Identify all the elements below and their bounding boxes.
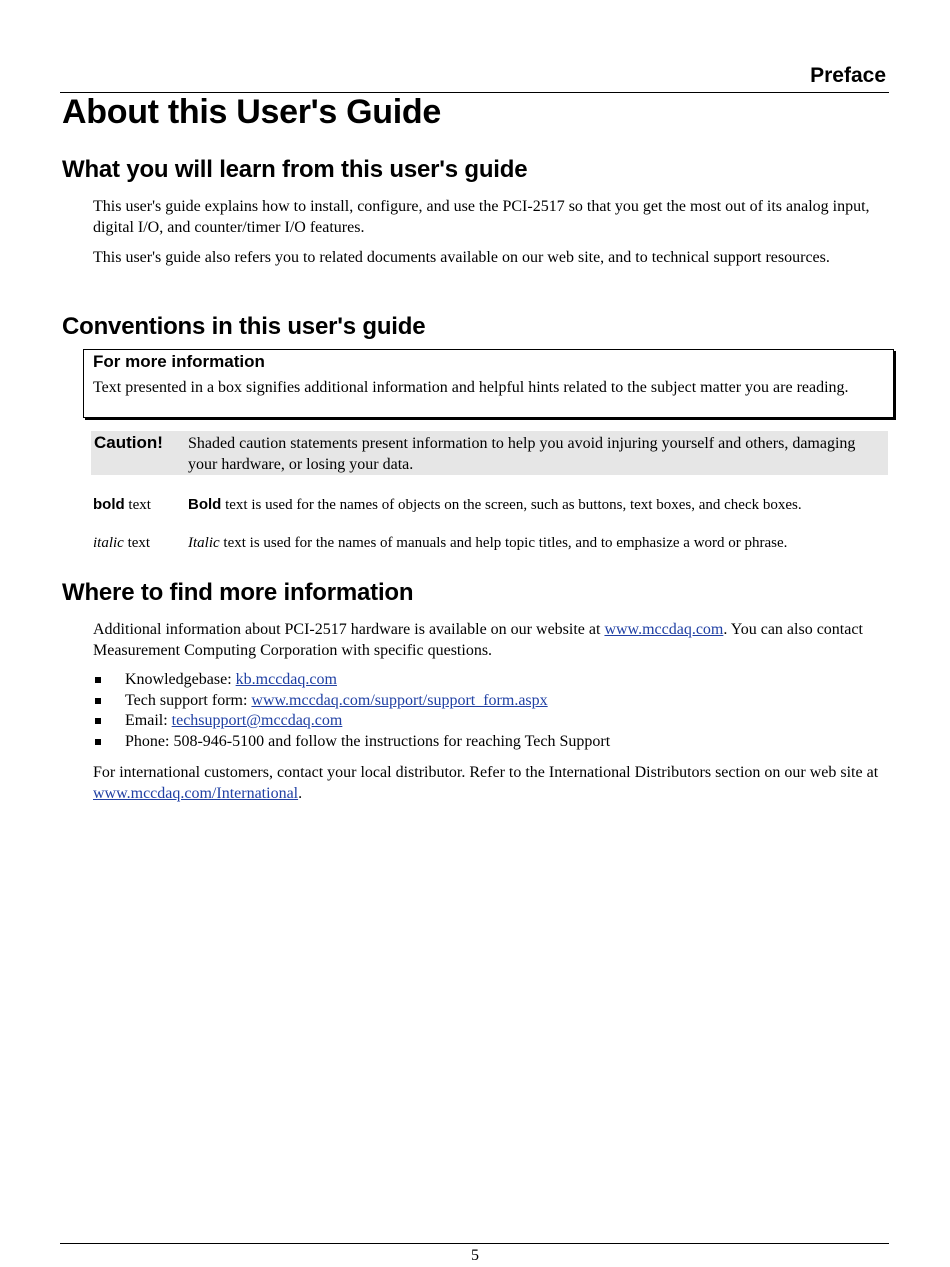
info-box — [83, 349, 894, 418]
footer-rule — [60, 1243, 889, 1244]
info-box-body: Text presented in a box signifies additional information and helpful hints related to the subject matter you are reading. — [93, 379, 849, 396]
contact-label: Tech support form: — [125, 691, 252, 709]
more-info-outro — [93, 763, 883, 804]
italic-desc-rest: text is used for the names of manuals and help topic titles, and to emphasize a word or phrase. — [219, 535, 788, 551]
learn-paragraph-2: This user's guide also refers you to related documents available on our web site, and to technical support resources. — [93, 249, 830, 266]
caution-label: Caution! — [94, 433, 163, 452]
bold-term-rest: text — [124, 497, 151, 513]
more-info-outro-b: . — [298, 784, 303, 802]
bold-desc-rest: text is used for the names of objects on the screen, such as buttons, text boxes, and check boxes. — [221, 497, 802, 513]
contact-item-phone — [93, 732, 610, 753]
international-link[interactable]: www.mccdaq.com/International — [93, 784, 299, 802]
more-info-outro-a: For international customers, contact your local distributor. Refer to the International Distributors section on our web site at — [93, 764, 879, 781]
page-number: 5 — [471, 1247, 479, 1264]
email-link[interactable]: techsupport@mccdaq.com — [171, 712, 343, 729]
section-heading-more-info: Where to find more information — [62, 579, 414, 606]
contact-item-support-form — [93, 691, 610, 712]
bold-term-strong: bold — [93, 496, 125, 513]
italic-term-em: italic — [93, 535, 124, 551]
website-link[interactable]: www.mccdaq.com — [604, 621, 724, 638]
contact-list — [93, 670, 610, 752]
contact-label: Knowledgebase: — [125, 671, 236, 688]
running-header-title: Preface — [810, 64, 886, 87]
convention-desc-bold — [188, 496, 802, 514]
chapter-title: About this User's Guide — [62, 93, 442, 131]
italic-desc-em: Italic — [188, 535, 220, 551]
contact-label: Email: — [125, 712, 172, 729]
convention-desc-italic — [188, 535, 787, 552]
section-heading-conventions: Conventions in this user's guide — [62, 313, 426, 340]
more-info-intro-a: Additional information about PCI-2517 hardware is available on our website at — [93, 621, 605, 638]
info-box-title: For more information — [93, 352, 265, 371]
italic-term-rest: text — [123, 535, 151, 551]
contact-label: Phone: 508-946-5100 and follow the instructions for reaching Tech Support — [125, 732, 611, 750]
section-heading-learn: What you will learn from this user's guide — [62, 156, 528, 183]
bold-desc-strong: Bold — [188, 496, 222, 513]
learn-paragraph-1: This user's guide explains how to install, configure, and use the PCI-2517 so that you get the most out of its analog input, digital I/O, and counter/timer I/O features. — [93, 198, 870, 236]
more-info-intro-b: . You can also contact Measurement Computing Corporation with specific questions. — [93, 621, 863, 659]
contact-item-knowledgebase — [93, 670, 610, 691]
convention-term-bold — [93, 496, 151, 514]
support-form-link[interactable]: www.mccdaq.com/support/support_form.aspx — [251, 691, 548, 709]
knowledgebase-link[interactable]: kb.mccdaq.com — [235, 671, 337, 688]
convention-term-italic — [93, 535, 150, 552]
contact-item-email — [93, 711, 610, 732]
more-info-intro — [93, 620, 883, 661]
caution-box — [91, 431, 888, 475]
caution-text: Shaded caution statements present information to help you avoid injuring yourself and others, damaging your hardware, or losing your data. — [188, 435, 856, 473]
